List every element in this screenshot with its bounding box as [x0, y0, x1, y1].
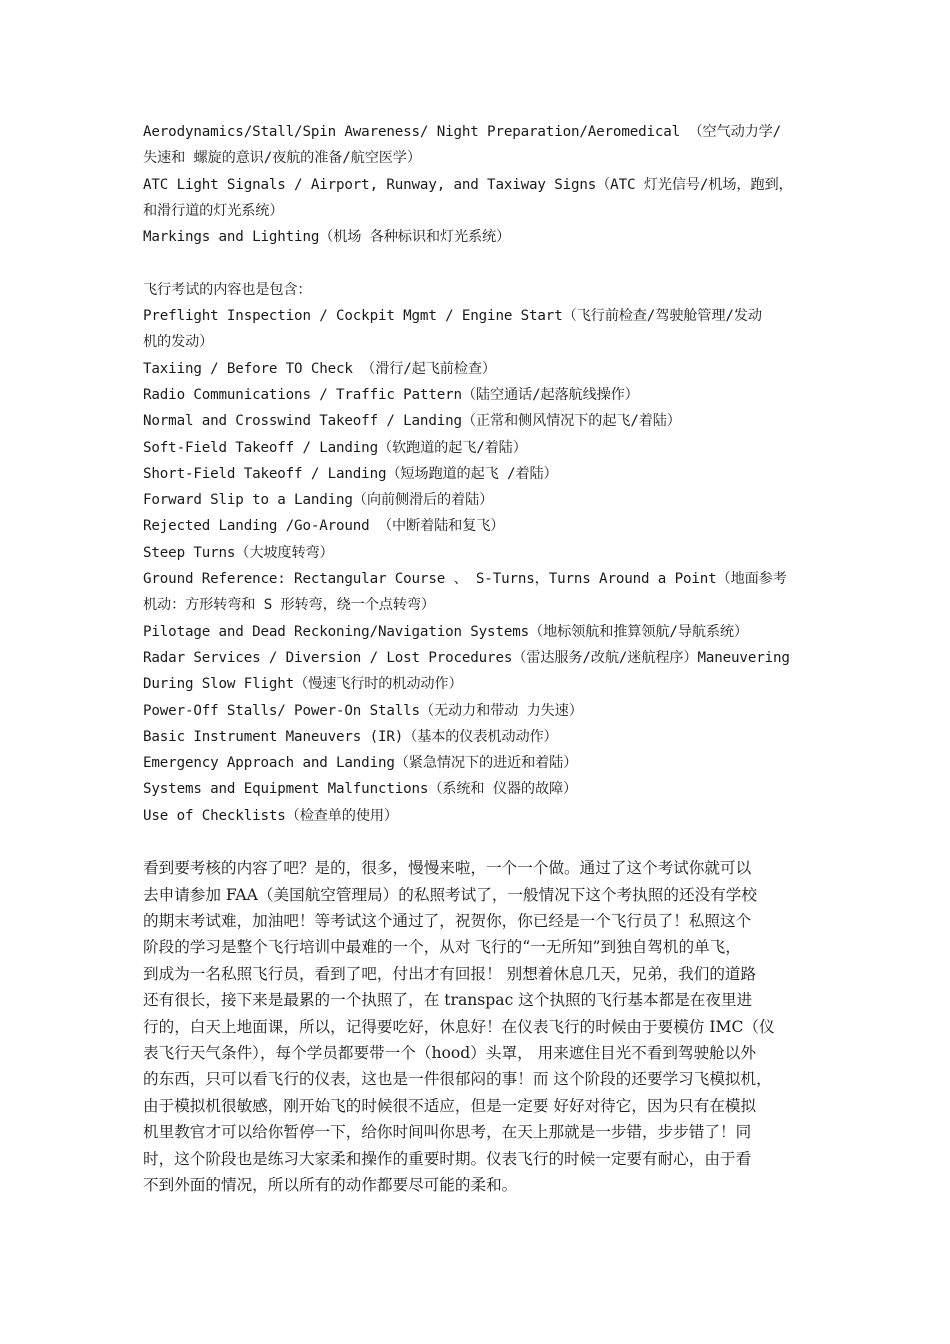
text-line: 和滑行道的灯光系统）: [143, 202, 284, 219]
paragraph-line: 的东西，只可以看飞行的仪表，这也是一件很郁闷的事！而 这个阶段的还要学习飞模拟机，: [143, 1070, 772, 1089]
paragraph-line: 的期末考试难，加油吧！等考试这个通过了，祝贺你，你已经是一个飞行员了！私照这个: [143, 912, 752, 931]
text-line: Aerodynamics/Stall/Spin Awareness/ Night Preparation/Aeromedical （空气动力学/: [143, 124, 782, 140]
paragraph-line: 不到外面的情况，所以所有的动作都要尽可能的柔和。: [143, 1176, 518, 1194]
list-item: Rejected Landing /Go-Around （中断着陆和复飞）: [143, 518, 505, 535]
paragraph-line: 看到要考核的内容了吧？是的，很多，慢慢来啦，一个一个做。通过了这个考试你就可以: [143, 859, 752, 878]
blank-line: [143, 829, 811, 855]
list-item: 机的发动）: [143, 334, 214, 351]
text-line: 失速和 螺旋的意识/夜航的准备/航空医学）: [143, 150, 421, 167]
list-item: Radar Services / Diversion / Lost Procedures（雷达服务/改航/迷航程序）Maneuvering: [143, 649, 790, 666]
paragraph-line: 到成为一名私照飞行员，看到了吧，付出才有回报！ 别想着休息几天，兄弟，我们的道路: [143, 964, 757, 983]
list-item: Soft-Field Takeoff / Landing（软跑道的起飞/着陆）: [143, 439, 527, 456]
flight-test-heading: 飞行考试的内容也是包含：: [143, 281, 312, 298]
list-item: Emergency Approach and Landing（紧急情况下的进近和着陆）: [143, 755, 578, 772]
list-item: Preflight Inspection / Cockpit Mgmt / Engine Start（飞行前检查/驾驶舱管理/发动: [143, 308, 762, 325]
paragraph-line: 由于模拟机很敏感，刚开始飞的时候很不适应，但是一定要 好好对待它，因为只有在模拟: [143, 1096, 757, 1115]
paragraph-line: 阶段的学习是整个飞行培训中最难的一个，从对 飞行的“一无所知”到独自驾机的单飞，: [143, 938, 741, 957]
text-line: Markings and Lighting（机场 各种标识和灯光系统）: [143, 229, 511, 246]
list-item: Use of Checklists（检查单的使用）: [143, 807, 398, 824]
body-paragraph: [143, 855, 811, 1198]
document-page: [143, 119, 811, 1198]
list-item: Forward Slip to a Landing（向前侧滑后的着陆）: [143, 492, 494, 509]
paragraph-line: 表飞行天气条件），每个学员都要带一个（hood）头罩， 用来遮住目光不看到驾驶舱以外: [143, 1044, 756, 1063]
list-item: 机动：方形转弯和 S 形转弯，绕一个点转弯）: [143, 597, 435, 614]
paragraph-line: 时，这个阶段也是练习大家柔和操作的重要时期。仪表飞行的时候一定要有耐心，由于看: [143, 1149, 752, 1168]
paragraph-line: 还有很长，接下来是最累的一个执照了，在 transpac 这个执照的飞行基本都是在夜里进: [143, 991, 753, 1010]
list-item: Pilotage and Dead Reckoning/Navigation Systems（地标领航和推算领航/导航系统）: [143, 623, 748, 640]
list-item: Steep Turns（大坡度转弯）: [143, 544, 334, 561]
list-item: Normal and Crosswind Takeoff / Landing（正常和侧风情况下的起飞/着陆）: [143, 413, 681, 430]
list-item: During Slow Flight（慢速飞行时的机动动作）: [143, 676, 463, 693]
list-item: Power-Off Stalls/ Power-On Stalls（无动力和带动 力失速）: [143, 702, 583, 719]
text-line: ATC Light Signals / Airport, Runway, and Taxiway Signs（ATC 灯光信号/机场，跑到，: [143, 176, 793, 193]
paragraph-line: 去申请参加 FAA（美国航空管理局）的私照考试了，一般情况下这个考执照的还没有学校: [143, 885, 757, 904]
paragraph-line: 行的，白天上地面课，所以，记得要吃好，休息好！在仪表飞行的时候由于要模仿 IMC（仪: [143, 1017, 775, 1036]
list-item: Short-Field Takeoff / Landing（短场跑道的起飞 /着陆）: [143, 465, 558, 482]
list-item: Radio Communications / Traffic Pattern（陆空通话/起落航线操作）: [143, 386, 639, 403]
paragraph-line: 机里教官才可以给你暂停一下，给你时间叫你思考，在天上那就是一步错，步步错了！同: [143, 1123, 752, 1142]
list-item: Basic Instrument Maneuvers (IR)（基本的仪表机动动作）: [143, 728, 558, 745]
flight-test-list: [143, 303, 811, 829]
list-item: Ground Reference: Rectangular Course 、 S-Turns，Turns Around a Point（地面参考: [143, 571, 787, 588]
list-item: Taxiing / Before TO Check （滑行/起飞前检查）: [143, 360, 496, 377]
list-item: Systems and Equipment Malfunctions（系统和 仪器的故障）: [143, 781, 578, 798]
blank-line: [143, 250, 811, 276]
intro-block: [143, 119, 811, 250]
